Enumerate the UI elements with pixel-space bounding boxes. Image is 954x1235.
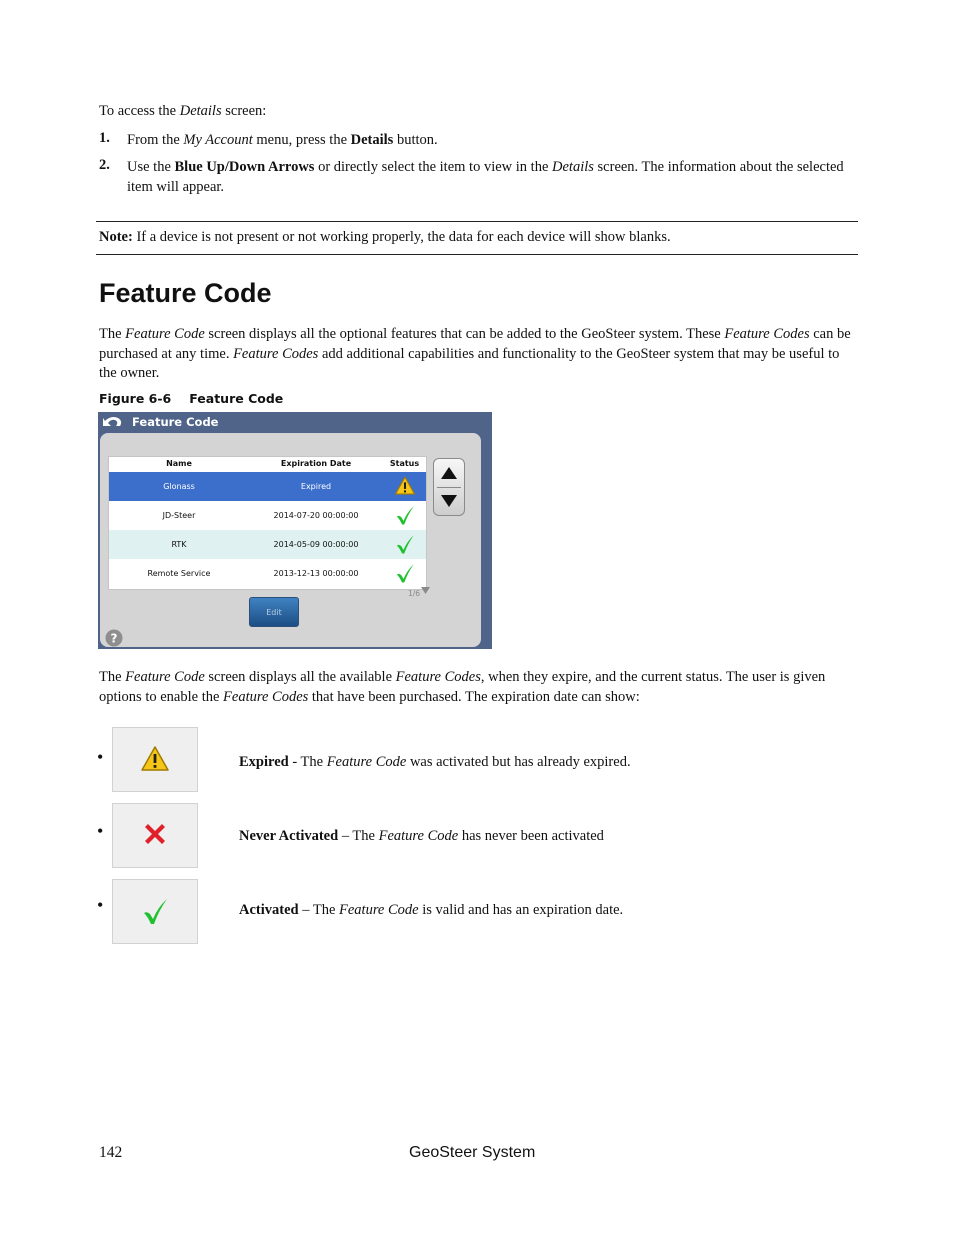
bullet: • [97,821,104,841]
arrow-down-icon[interactable] [440,494,458,508]
legend-never-activated: Never Activated – The Feature Code has never been activated [239,828,604,844]
content-panel [100,433,481,647]
page-number: 142 [99,1144,123,1161]
arrow-up-icon[interactable] [440,466,458,480]
row-expiration: Expired [300,482,332,491]
legend-expired: Expired - The Feature Code was activated but has already expired. [239,754,631,770]
help-icon[interactable] [105,629,123,647]
table-row[interactable] [109,472,426,501]
column-header-status: Status [389,459,420,468]
up-down-arrows [433,458,465,516]
page-indicator: 1/6 [408,589,421,598]
step-text: Use the Blue Up/Down Arrows or directly select the item to view in the Details screen. The information about the selected item will appear. [127,159,844,195]
bullet: • [97,747,104,767]
feature-table [108,456,427,590]
more-down-icon [421,587,430,594]
screen-title: Feature Code [132,415,219,429]
edit-button[interactable]: Edit [249,597,299,627]
note-rule-top [96,221,858,222]
bullet: • [97,895,104,915]
note-rule-bottom [96,254,858,255]
figure-caption: Figure 6-6 Feature Code [99,391,284,406]
check-icon [140,896,170,926]
legend-icon-box [112,879,198,944]
row-expiration: 2013-12-13 00:00:00 [273,569,359,578]
step-number: 2. [99,157,110,173]
row-expiration: 2014-05-09 00:00:00 [273,540,359,549]
back-arrow-icon[interactable] [101,414,125,430]
check-icon [394,504,416,526]
warning-icon [140,744,170,774]
svg-text:?: ? [110,631,118,646]
warning-icon [394,475,416,497]
x-icon [140,820,170,850]
section-title: Feature Code [99,278,272,308]
row-name: Remote Service [147,569,211,578]
legend-icon-box [112,803,198,868]
row-name: RTK [171,540,187,549]
row-expiration: 2014-07-20 00:00:00 [273,511,359,520]
table-row[interactable] [109,530,426,559]
paragraph-description: The Feature Code screen displays all the available Feature Codes, when they expire, and the current status. The user is given options to enable the Feature Codes that have been purchased. The expiration date can show: [99,669,826,705]
feature-code-screen [98,412,492,649]
note: Note: If a device is not present or not working properly, the data for each device will show blanks. [99,229,671,245]
footer-title: GeoSteer System [409,1144,536,1161]
check-icon [394,533,416,555]
intro-text: To access the Details screen: [99,103,267,119]
table-row[interactable] [109,501,426,530]
row-name: Glonass [163,482,195,491]
column-header-name: Name [166,459,192,468]
column-header-expiration: Expiration Date [280,459,352,468]
legend-activated: Activated – The Feature Code is valid and has an expiration date. [239,902,624,918]
check-icon [394,562,416,584]
table-header [109,457,426,471]
step-text: From the My Account menu, press the Details button. [127,132,438,148]
table-row[interactable] [109,559,426,588]
legend-icon-box [112,727,198,792]
step-number: 1. [99,130,110,146]
row-name: JD-Steer [162,511,196,520]
paragraph-intro: The Feature Code screen displays all the optional features that can be added to the GeoSteer system. These Feature Codes can be purchased at any time. Feature Codes add additional capabilities and functionality to the GeoSteer system that may be useful to the owner. [99,326,851,381]
